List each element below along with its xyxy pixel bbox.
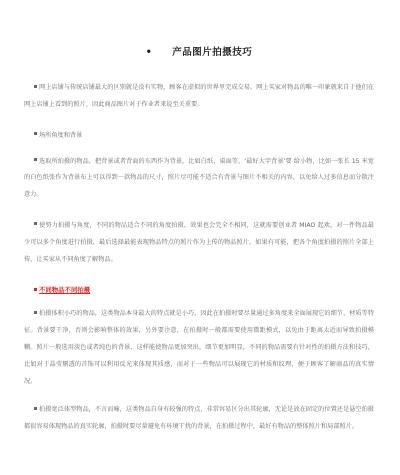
title-bullet: • <box>145 47 153 58</box>
paragraph-background <box>24 154 374 204</box>
section-heading-different-items <box>24 282 374 298</box>
paragraph-large-items-text: 拍摄宽泛体型物品，不言而喻，这类物品自身有较强的特点，非常容易区分出其轮廓，无论是放在固定的位置还是悬空拍摄都很容易体现物品的真实轮廓，拍摄时要尽量避免有环境干扰的背景，在拍摄过程中，最好有物品的整体照片和局部照片。 <box>24 406 374 431</box>
square-bullet-icon <box>34 132 37 135</box>
paragraph-large-items <box>24 402 374 436</box>
square-bullet-icon <box>34 222 37 225</box>
square-bullet-icon <box>34 407 37 410</box>
paragraph-angle <box>24 218 374 268</box>
square-bullet-icon <box>34 288 37 291</box>
paragraph-background-text: 选取所拍摄的物品，把背景或者背面的东西作为背景，比如白纸、桌面等，‘最好大字背景’要 给小物，比如一张长 15 米宽的白色纸张作为背景布上可以得到一款物品的尺寸，照片尽可能不适合有背景与图片不相关的内容，以免给人过多信息而分散注意力。 <box>24 157 374 199</box>
title-text: 产品图片拍摄技巧 <box>172 47 253 58</box>
paragraph-angle-text: 使努力拍摄与角度，不同的物品适合不同的角度拍摄，效果也会完全不相同，这就需要创业者 MIAO 起欢，对一件物品最少可以多个角度进行拍摄，最后选择最能表现物品特点的照片作为上传的物品照片。如果有可能，把各个角度拍摄的照片全部上传，让买家从不同角度了解物品。 <box>24 221 374 263</box>
paragraph-intro-text: 网上店铺与传统店铺最大的区别就是没有实物，顾客在虚拟的世界里完成交易。网上买家对物品的唯一印象就来自于他们在网上店铺上看到的照片，因此商品图片对于作业者来说至关重要。 <box>24 84 374 108</box>
square-bullet-icon <box>34 311 37 314</box>
paragraph-intro <box>24 80 374 114</box>
section-heading-different-items-text: 不同物品不同拍摄 <box>39 286 91 295</box>
paragraph-small-items-text: 拍摄体积小巧的物品，这类物品本身最大的特点就是小巧，因此在拍摄时要尽量通过多角度来全面展现它的细节、材质等特征。背景要干净，否则会影响整体的效果，另外要注意，在拍摄时一般都需要使用微距模式，以免由于距离太近而导致拍摄模糊。照片一般选用淡色或者纯色的背景，这样能使物品更加突出，细节更加明显，不同的物品需要有针对性的拍摄方法和技巧，比如对于晶莹剔透的首饰可以利用反光来体现其质感，而对于一些物品可以展现它的材质和纹理，便于顾客了解商品的真实情况。 <box>24 310 374 385</box>
page-title <box>24 44 374 58</box>
section-heading-scene <box>24 128 374 144</box>
square-bullet-icon <box>34 158 37 161</box>
square-bullet-icon <box>34 85 37 88</box>
section-heading-scene-text: 场所角度和背景 <box>39 131 83 139</box>
paragraph-small-items <box>24 306 374 390</box>
